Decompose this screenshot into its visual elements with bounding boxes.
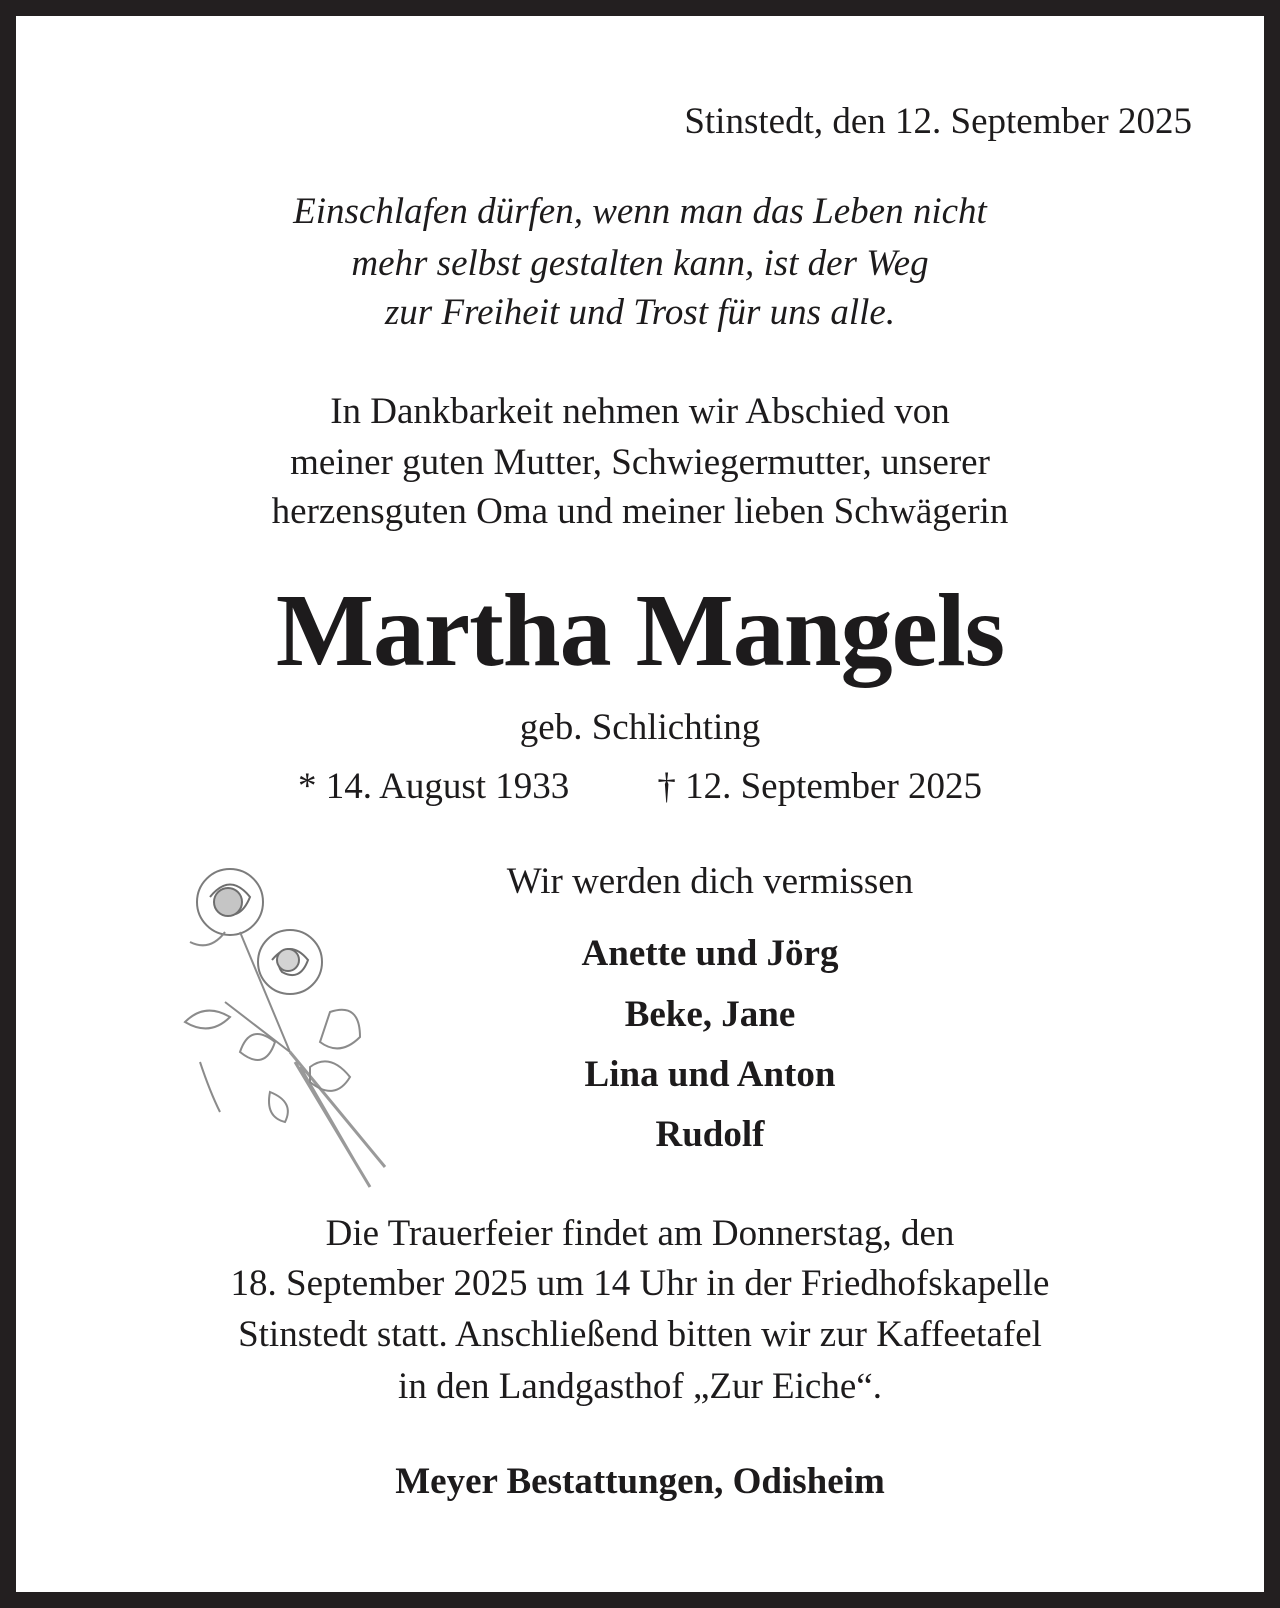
service-line: Stinstedt statt. Anschließend bitten wir zur Kaffeetafel bbox=[238, 1314, 1042, 1355]
closing-line: Wir werden dich vermissen bbox=[506, 861, 914, 902]
death-date: † 12. September 2025 bbox=[657, 766, 983, 807]
quote-line: mehr selbst gestalten kann, ist der Weg bbox=[351, 243, 929, 284]
place-date: Stinstedt, den 12. September 2025 bbox=[684, 101, 1192, 142]
intro-line: meiner guten Mutter, Schwiegermutter, unserer bbox=[290, 442, 990, 483]
mourner: Anette und Jörg bbox=[581, 933, 839, 974]
mourner: Beke, Jane bbox=[624, 994, 796, 1035]
service-line: in den Landgasthof „Zur Eiche“. bbox=[398, 1366, 882, 1407]
birth-date: * 14. August 1933 bbox=[297, 766, 570, 807]
quote-line: Einschlafen dürfen, wenn man das Leben nicht bbox=[293, 191, 987, 232]
mourner: Rudolf bbox=[655, 1114, 765, 1155]
intro-line: herzensguten Oma und meiner lieben Schwägerin bbox=[271, 491, 1009, 532]
maiden-name: geb. Schlichting bbox=[519, 707, 761, 748]
life-dates bbox=[0, 765, 1280, 809]
mourner: Lina und Anton bbox=[584, 1054, 836, 1095]
service-line: 18. September 2025 um 14 Uhr in der Friedhofskapelle bbox=[230, 1263, 1050, 1304]
service-line: Die Trauerfeier findet am Donnerstag, den bbox=[325, 1213, 955, 1254]
deceased-name: Martha Mangels bbox=[275, 573, 1005, 688]
intro-line: In Dankbarkeit nehmen wir Abschied von bbox=[330, 391, 950, 432]
quote-line: zur Freiheit und Trost für uns alle. bbox=[384, 292, 896, 333]
undertaker: Meyer Bestattungen, Odisheim bbox=[395, 1461, 885, 1502]
